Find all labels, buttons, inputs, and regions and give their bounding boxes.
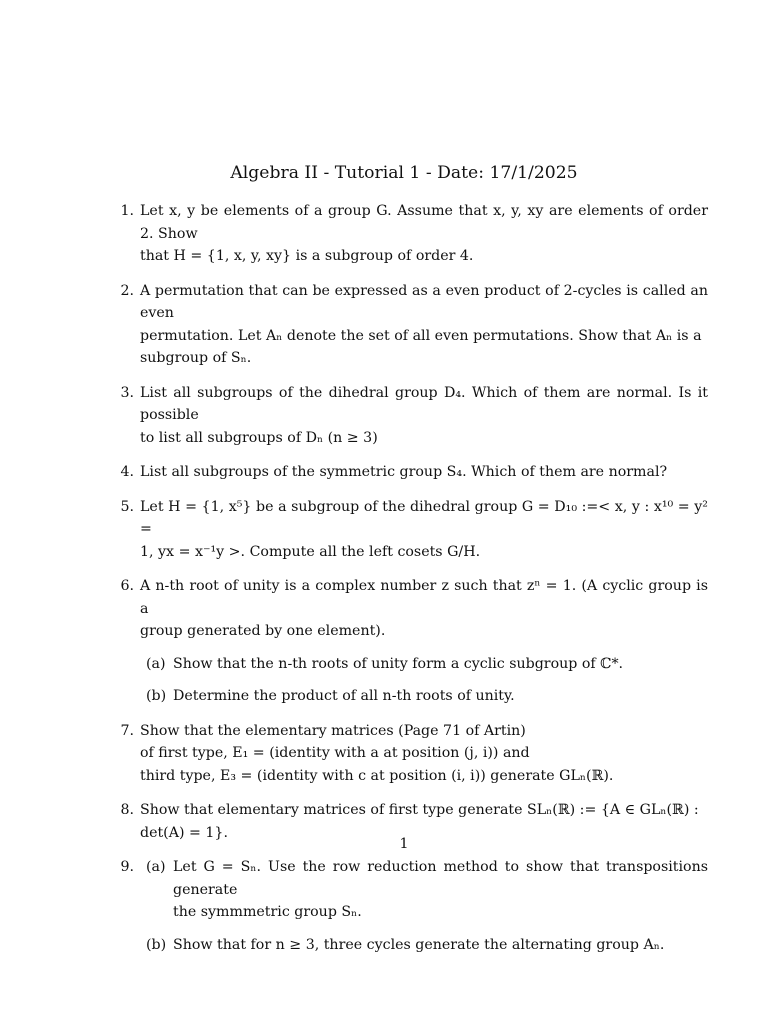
problem-number: 7. [120,722,134,739]
problem-number: 8. [120,802,134,818]
problem-item-3 [112,382,708,450]
problem-number: 6. [120,578,134,594]
problem-text-line: A n-th root of unity is a complex number z such that zⁿ = 1. (A cyclic group is a [140,578,708,617]
problem-text-line: A permutation that can be expressed as a even product of 2-cycles is called an even [140,282,708,321]
problem-item-5 [112,496,708,564]
subproblem-6a [140,653,708,676]
problem-number: 5. [120,498,134,515]
problem-text-line: to list all subgroups of Dₙ (n ≥ 3) [140,429,378,446]
problem-text-line: det(A) = 1}. [140,824,228,841]
subproblem-text-line: Show that the n-th roots of unity form a cyclic subgroup of ℂ*. [173,655,624,672]
problem-text-line: Show that elementary matrices of first type generate SLₙ(ℝ) := {A ∈ GLₙ(ℝ) : [140,802,699,818]
subproblem-text-line: Show that for n ≥ 3, three cycles generate the alternating group Aₙ. [173,936,665,953]
problem-text-line: Show that the elementary matrices (Page 71 of Artin) [140,722,526,739]
problem-item-4 [112,461,708,484]
problem-text-line: third type, E₃ = (identity with c at position (i, i)) generate GLₙ(ℝ). [140,767,614,784]
problem-text-line: 1, yx = x⁻¹y >. Compute all the left cosets G/H. [140,543,481,560]
problem-item-1 [112,200,708,268]
subproblem-label: (a) [146,655,166,672]
problem-number: 3. [120,384,134,401]
subproblem-text-line: Let G = Sₙ. Use the row reduction method to show that transpositions generate [173,859,708,898]
page-number: 1 [399,836,409,852]
subproblem-text-line: Determine the product of all n-th roots of unity. [173,688,515,704]
problem-number: 4. [120,464,134,480]
subproblem-label: (a) [146,859,166,875]
subproblem-6b [140,685,708,708]
problem-text-line: that H = {1, x, y, xy} is a subgroup of order 4. [140,248,474,264]
problem-number: 2. [120,282,134,299]
problem-text-line: List all subgroups of the dihedral group D₄. Which of them are normal. Is it possible [140,384,708,423]
problem-number: 1. [120,203,134,219]
subproblem-label: (b) [146,936,167,953]
problem-text-line: subgroup of Sₙ. [140,350,252,366]
problem-item-9 [112,856,708,956]
problem-text-line: permutation. Let Aₙ denote the set of all even permutations. Show that Aₙ is a [140,327,702,344]
document-title: Algebra II - Tutorial 1 - Date: 17/1/2025 [230,163,578,183]
subproblem-9a [140,856,708,924]
problem-text-line: List all subgroups of the symmetric group S₄. Which of them are normal? [140,464,668,480]
problem-number: 9. [120,859,134,875]
problem-item-7 [112,720,708,788]
problem-item-6 [112,575,708,708]
problem-item-2 [112,280,708,370]
problem-text-line: group generated by one element). [140,623,386,639]
problem-text-line: Let H = {1, x⁵} be a subgroup of the dihedral group G = D₁₀ :=< x, y : x¹⁰ = y² = [140,498,708,537]
problem-text-line: Let x, y be elements of a group G. Assume that x, y, xy are elements of order 2. Show [140,203,708,242]
subproblem-text-line: the symmmetric group Sₙ. [173,904,362,920]
problem-text-line: of first type, E₁ = (identity with a at position (j, i)) and [140,745,530,761]
subproblem-9b [140,934,708,957]
subproblem-label: (b) [146,688,167,704]
